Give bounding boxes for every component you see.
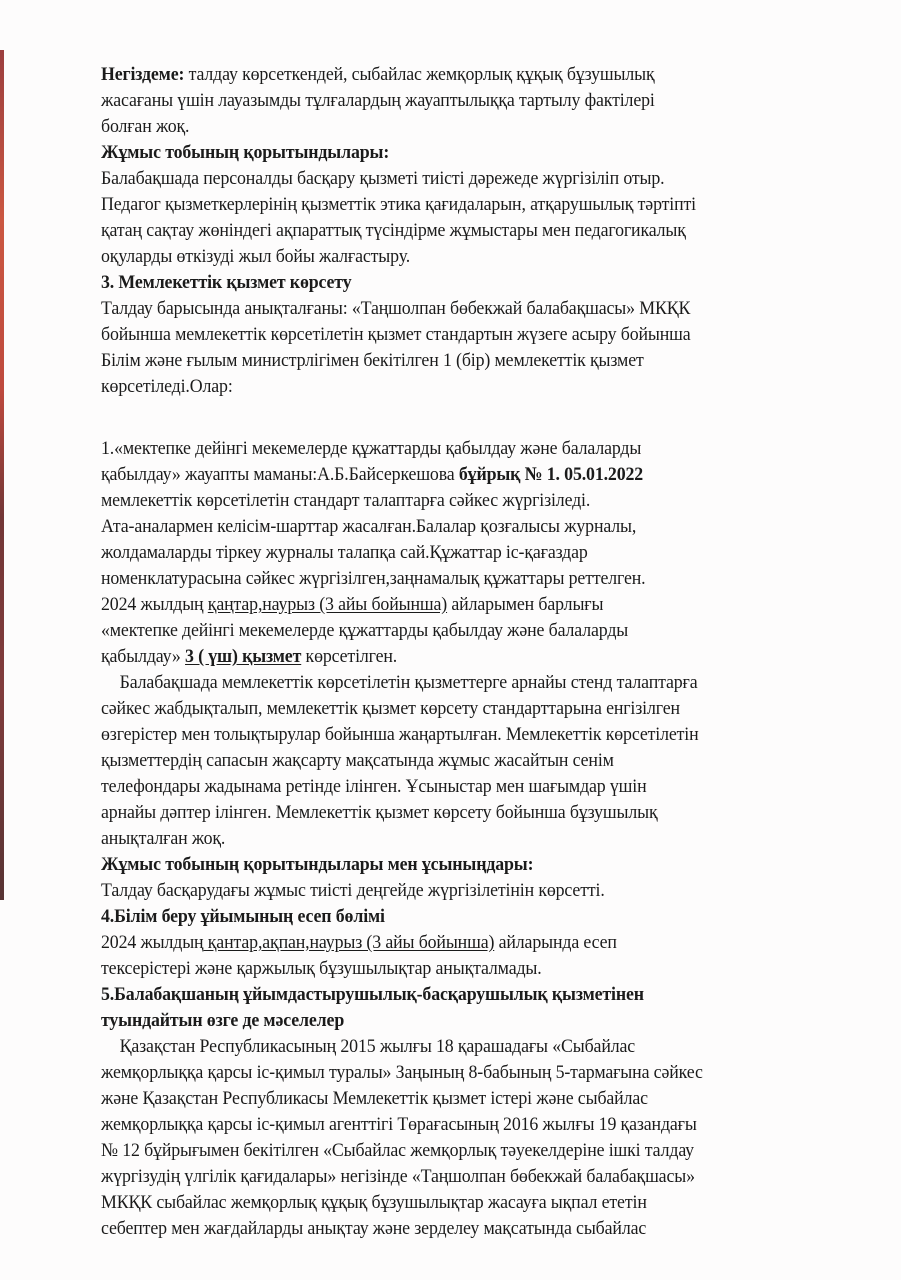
text-line: «мектепке дейінгі мекемелерде құжаттарды қабылдау және балаларды xyxy=(101,620,629,641)
text-line: арнайы дәптер ілінген. Мемлекеттік қызмет көрсету бойынша бұзушылық xyxy=(101,802,658,823)
heading-section-5 xyxy=(101,982,861,1034)
period-underlined: қантар,ақпан,наурыз (3 айы бойынша) xyxy=(203,932,495,953)
text-line: Педагог қызметкерлерінің қызметтік этика қағидаларын, атқарушылық тәртіпті xyxy=(101,194,696,215)
text-line: оқуларды өткізуді жыл бойы жалғастыру. xyxy=(101,246,411,267)
period-underlined: қаңтар,наурыз (3 айы бойынша) xyxy=(207,594,448,615)
text-line: өзгерістер мен толықтырулар бойынша жаңартылған. Мемлекеттік көрсетілетін xyxy=(101,724,699,745)
order-number: бұйрық № 1. 05.01.2022 xyxy=(458,464,644,485)
text-line: анықталған жоқ. xyxy=(101,828,226,849)
text-line: Білім және ғылым министрлігімен бекітілген 1 (бір) мемлекеттік қызмет xyxy=(101,350,644,371)
paragraph-basis xyxy=(101,62,861,140)
text-line: жемқорлыққа қарсы іс-қимыл туралы» Заңының 8-бабының 5-тармағына сәйкес xyxy=(101,1062,703,1083)
scan-edge-strip xyxy=(0,50,4,900)
text-line: сәйкес жабдықталып, мемлекеттік қызмет көрсету стандарттарына енгізілген xyxy=(101,698,680,719)
heading-section-4: 4.Білім беру ұйымының есеп бөлімі xyxy=(101,906,385,927)
service-count-underlined: 3 ( үш) қызмет xyxy=(185,646,302,667)
text-line: бойынша мемлекеттік көрсетілетін қызмет стандартын жүзеге асыру бойынша xyxy=(101,324,691,345)
basis-label: Негіздеме: xyxy=(101,64,185,85)
text-line: және Қазақстан Республикасы Мемлекеттік қызмет істері және сыбайлас xyxy=(101,1088,648,1109)
paragraph-accounting: 2024 жылдың қантар,ақпан,наурыз (3 айы бойынша) айларында есеп тексерістері және қаржылық бұзушылықтар анықталмады. xyxy=(101,930,861,982)
text-line: қызметтердің сапасын жақсарту мақсатында жұмыс жасайтын сенім xyxy=(101,750,614,771)
list-item-service-1: 1.«мектепке дейінгі мекемелерде құжаттарды қабылдау және балаларды қабылдау» жауапты маманы:А.Б.Байсеркешова бұйрық № 1. 05.01.2022 мемлекеттік көрсетілетін стандарт талаптарға сәйкес жүргізіледі. Ата-аналармен келісім-шарттар жасалған.Балалар қозғалысы журналы, жолдамаларды тіркеу журналы талапқа сай.Құжаттар іс-қағаздар номенклатурасына сәйкес жүргізілген,заңнамалық құжаттары реттелген. 2024 жылдың қаңтар,наурыз (3 айы бойынша) айларымен барлығы «мектепке дейінгі мекемелерде құжаттарды қабылдау және балаларды қабылдау» 3 ( үш) қызмет көрсетілген. xyxy=(101,436,861,670)
paragraph-personnel xyxy=(101,166,861,270)
blank-line xyxy=(101,400,861,426)
text-line: Талдау басқарудағы жұмыс тиісті деңгейде жүргізілетінін көрсетті. xyxy=(101,880,605,901)
document-page xyxy=(101,62,861,1242)
text-line: жүргізудің үлгілік қағидалары» негізінде «Таңшолпан бөбекжай балабақшасы» xyxy=(101,1166,695,1187)
text-line: қатаң сақтау жөніндегі ақпараттық түсіндірме жұмыстары мен педагогикалық xyxy=(101,220,686,241)
paragraph-anticorruption xyxy=(101,1034,861,1242)
basis-text: талдау көрсеткендей, сыбайлас жемқорлық құқық бұзушылық xyxy=(184,64,655,85)
text-line: мемлекеттік көрсетілетін стандарт талаптарға сәйкес жүргізіледі. xyxy=(101,490,591,511)
heading-line: туындайтын өзге де мәселелер xyxy=(101,1010,345,1031)
text-line: себептер мен жағдайларды анықтау және зерделеу мақсатында сыбайлас xyxy=(101,1218,647,1239)
heading-section-3: 3. Мемлекеттік қызмет көрсету xyxy=(101,272,352,293)
text-line: болған жоқ. xyxy=(101,116,190,137)
text-line: Балабақшада мемлекеттік көрсетілетін қызметтерге арнайы стенд талаптарға xyxy=(119,672,698,693)
paragraph-public-services xyxy=(101,296,861,400)
text-line: жемқорлыққа қарсы іс-қимыл агенттігі Төрағасының 2016 жылғы 19 қазандағы xyxy=(101,1114,697,1135)
text-line: Ата-аналармен келісім-шарттар жасалған.Балалар қозғалысы журналы, xyxy=(101,516,637,537)
text-line: 1.«мектепке дейінгі мекемелерде құжаттарды қабылдау және балаларды xyxy=(101,438,642,459)
heading-working-group-conclusions: Жұмыс тобының қорытындылары: xyxy=(101,142,390,163)
text-line: МКҚК сыбайлас жемқорлық құқық бұзушылықтар жасауға ықпал ететін xyxy=(101,1192,647,1213)
text-line: жолдамаларды тіркеу журналы талапқа сай.Құжаттар іс-қағаздар xyxy=(101,542,588,563)
text-line: телефондары жадынама ретінде ілінген. Ұсыныстар мен шағымдар үшін xyxy=(101,776,647,797)
text-line: Талдау барысында анықталғаны: «Таңшолпан бөбекжай балабақшасы» МКҚК xyxy=(101,298,691,319)
text-line: тексерістері және қаржылық бұзушылықтар анықталмады. xyxy=(101,958,542,979)
responsible-specialist: қабылдау» жауапты маманы:А.Б.Байсеркешова xyxy=(101,464,459,485)
heading-conclusions-recommendations: Жұмыс тобының қорытындылары мен ұсыныңдары: xyxy=(101,854,534,875)
text-line: Қазақстан Республикасының 2015 жылғы 18 қарашадағы «Сыбайлас xyxy=(119,1036,636,1057)
text-line: Балабақшада персоналды басқару қызметі тиісті дәрежеде жүргізіліп отыр. xyxy=(101,168,665,189)
paragraph-stand xyxy=(101,670,861,852)
text-line: № 12 бұйрығымен бекітілген «Сыбайлас жемқорлық тәуекелдеріне ішкі талдау xyxy=(101,1140,694,1161)
text-line: жасағаны үшін лауазымды тұлғалардың жауаптылыққа тартылу фактілері xyxy=(101,90,655,111)
heading-line: 5.Балабақшаның ұйымдастырушылық-басқарушылық қызметінен xyxy=(101,984,644,1005)
text-line: көрсетіледі.Олар: xyxy=(101,376,233,397)
text-line: номенклатурасына сәйкес жүргізілген,заңнамалық құжаттары реттелген. xyxy=(101,568,646,589)
